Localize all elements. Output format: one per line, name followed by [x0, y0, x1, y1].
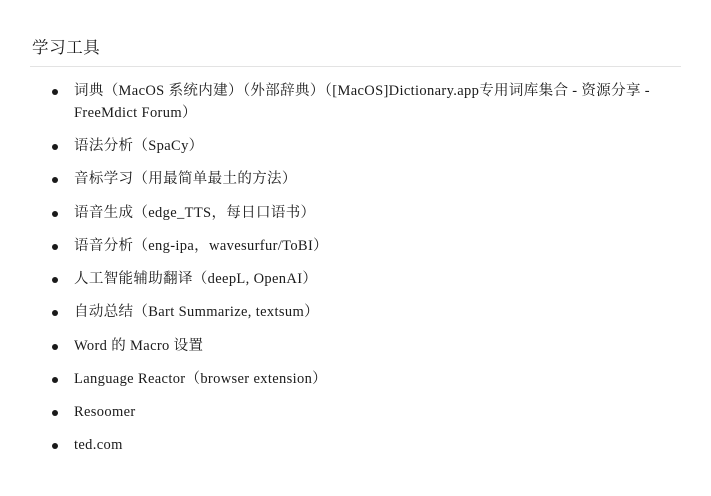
list-item-text: 人工智能辅助翻译（deepL, OpenAI） [74, 271, 318, 287]
list-item-text: 词典（MacOS 系统内建）（外部辞典）（[MacOS]Dictionary.app专用词库集合 - 资源分享 - FreeMdict Forum） [74, 83, 650, 121]
list-item-text: Language Reactor（browser extension） [74, 370, 328, 387]
list-item [48, 236, 681, 258]
list-item [48, 81, 681, 125]
list-item-text: 语音分析（eng-ipa，wavesurfur/ToBI） [74, 237, 328, 254]
list-item-text: ted.com [74, 437, 123, 454]
list-item-text: 语音生成（edge_TTS，每日口语书） [74, 204, 316, 221]
list-item-text: Resoomer [74, 404, 136, 420]
list-item-text: 音标学习（用最简单最土的方法） [74, 171, 297, 188]
list-item [48, 435, 681, 457]
list-item-text: 自动总结（Bart Summarize, textsum） [74, 304, 319, 321]
list-item-text: Word 的 Macro 设置 [74, 337, 204, 354]
page-title: 学习工具 [32, 38, 101, 57]
list-item [48, 336, 681, 358]
list-item [48, 169, 681, 191]
list-item [48, 302, 681, 324]
tools-list [30, 81, 681, 457]
list-item [48, 269, 681, 291]
list-item [48, 369, 681, 391]
title-divider [30, 66, 681, 67]
list-item [48, 203, 681, 225]
list-item [48, 402, 681, 424]
list-item [48, 136, 681, 158]
list-item-text: 语法分析（SpaCy） [74, 138, 204, 154]
